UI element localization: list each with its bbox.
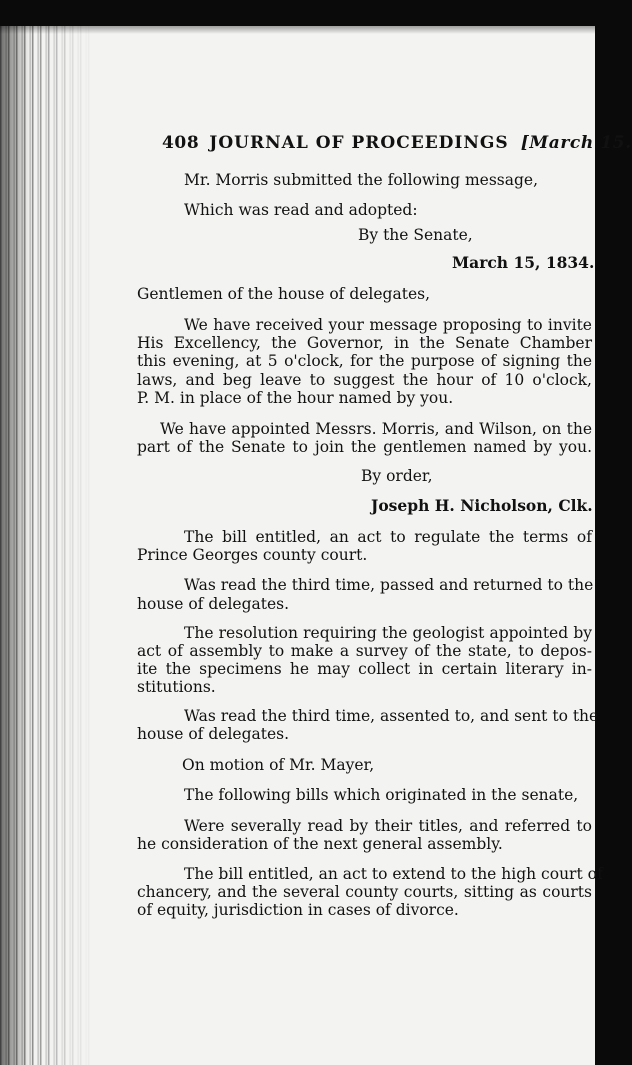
- text-line: stitutions.: [137, 678, 216, 696]
- running-header: [162, 133, 632, 153]
- text-line: part of the Senate to join the gentlemen named by you.: [137, 438, 592, 456]
- text-line: By order,: [361, 467, 433, 485]
- header-date: [March 15.: [520, 133, 632, 153]
- journal-title: JOURNAL OF PROCEEDINGS: [209, 133, 509, 153]
- text-line: We have appointed Messrs. Morris, and Wilson, on the: [160, 420, 592, 438]
- text-line: act of assembly to make a survey of the state, to depos-: [137, 642, 592, 660]
- text-line: P. M. in place of the hour named by you.: [137, 389, 454, 407]
- text-line: The resolution requiring the geologist appointed by: [184, 624, 592, 642]
- page-top-edge: [0, 26, 595, 34]
- text-line: Was read the third time, passed and returned to the: [184, 576, 594, 594]
- page-number: 408: [162, 133, 200, 153]
- text-line: Was read the third time, assented to, and sent to the: [184, 707, 599, 725]
- text-line: Prince Georges county court.: [137, 546, 368, 564]
- text-line: chancery, and the several county courts, sitting as courts: [137, 883, 592, 901]
- text-line: Were severally read by their titles, and referred to: [184, 817, 592, 835]
- text-line: this evening, at 5 o'clock, for the purpose of signing the: [137, 352, 592, 370]
- text-line: We have received your message proposing to invite: [184, 316, 592, 334]
- text-line: Joseph H. Nicholson, Clk.: [371, 496, 593, 515]
- text-line: house of delegates.: [137, 595, 290, 613]
- text-line: March 15, 1834.: [452, 253, 595, 272]
- book-page: [0, 26, 632, 1065]
- text-line: ite the specimens he may collect in certain literary in-: [137, 660, 592, 678]
- text-line: Gentlemen of the house of delegates,: [137, 285, 431, 303]
- text-line: His Excellency, the Governor, in the Senate Chamber: [137, 334, 592, 352]
- text-line: house of delegates.: [137, 725, 290, 743]
- binding-shadow: [0, 26, 30, 1065]
- text-line: On motion of Mr. Mayer,: [182, 756, 375, 774]
- text-line: of equity, jurisdiction in cases of divorce.: [137, 901, 459, 919]
- text-line: The bill entitled, an act to regulate the terms of: [184, 528, 592, 546]
- text-line: By the Senate,: [358, 226, 473, 244]
- text-line: Mr. Morris submitted the following message,: [184, 171, 539, 189]
- text-line: laws, and beg leave to suggest the hour of 10 o'clock,: [137, 371, 592, 389]
- text-line: The following bills which originated in the senate,: [184, 786, 579, 804]
- text-line: The bill entitled, an act to extend to the high court of: [184, 865, 603, 883]
- text-line: Which was read and adopted:: [184, 201, 418, 219]
- text-line: he consideration of the next general assembly.: [137, 835, 503, 853]
